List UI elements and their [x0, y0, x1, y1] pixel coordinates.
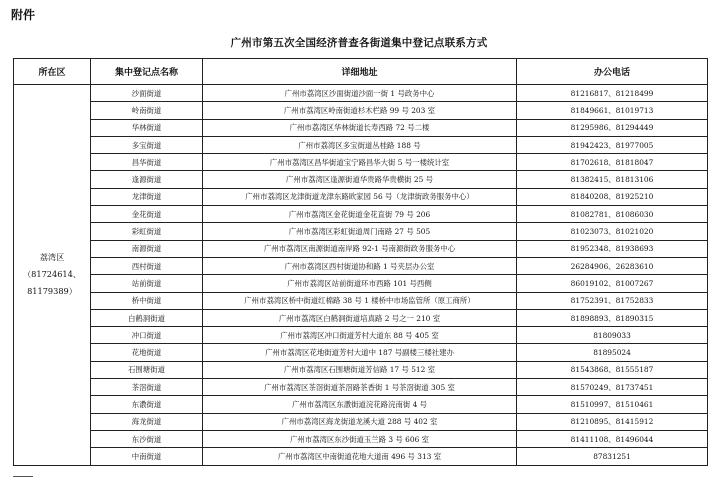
address-cell: 广州市荔湾区花地街道芳村大道中 187 号副楼三楼社建办	[203, 344, 517, 361]
point-name-cell: 多宝街道	[91, 136, 203, 153]
point-name-cell: 站前街道	[91, 275, 203, 292]
table-row	[14, 292, 708, 309]
address-cell: 广州市荔湾区多宝街道丛桂路 188 号	[203, 136, 517, 153]
phone-cell: 81510997、81510461	[517, 396, 708, 413]
phone-cell: 81895024	[517, 344, 708, 361]
phone-cell: 81210895、81415912	[517, 413, 708, 430]
phone-cell: 81898893、81890315	[517, 309, 708, 326]
point-name-cell: 海龙街道	[91, 413, 203, 430]
district-name: 荔湾区	[39, 252, 65, 263]
header-address: 详细地址	[203, 59, 517, 85]
address-cell: 广州市荔湾区岭南街道杉木栏路 99 号 203 室	[203, 102, 517, 119]
address-cell: 广州市荔湾区海龙街道龙溪大道 288 号 402 室	[203, 413, 517, 430]
address-cell: 广州市荔湾区华林街道长寿西路 72 号二楼	[203, 119, 517, 136]
district-phone: 81179389）	[27, 286, 77, 297]
point-name-cell: 花地街道	[91, 344, 203, 361]
point-name-cell: 岭南街道	[91, 102, 203, 119]
table-row	[14, 223, 708, 240]
table-row	[14, 448, 708, 465]
table-row	[14, 206, 708, 223]
address-cell: 广州市荔湾区沙面街道沙面一街 1 号政务中心	[203, 85, 517, 102]
address-cell: 广州市荔湾区中南街道花地大道南 496 号 313 室	[203, 448, 517, 465]
phone-cell: 81216817、81218499	[517, 85, 708, 102]
point-name-cell: 华林街道	[91, 119, 203, 136]
table-row	[14, 85, 708, 102]
phone-cell: 81809033	[517, 327, 708, 344]
address-cell: 广州市荔湾区南源街道南岸路 92-1 号南源街政务服务中心	[203, 240, 517, 257]
address-cell: 广州市荔湾区白鹤洞街道培真路 2 号之一 210 室	[203, 309, 517, 326]
table-row	[14, 309, 708, 326]
phone-cell: 81752391、81752833	[517, 292, 708, 309]
point-name-cell: 茶滘街道	[91, 379, 203, 396]
point-name-cell: 白鹤洞街道	[91, 309, 203, 326]
phone-cell: 81382415、81813106	[517, 171, 708, 188]
table-row	[14, 136, 708, 153]
table-row	[14, 327, 708, 344]
phone-cell: 81543868、81555187	[517, 361, 708, 378]
address-cell: 广州市荔湾区西村街道协和路 1 号夹层办公室	[203, 257, 517, 274]
table-header-row	[14, 59, 708, 85]
table-row	[14, 344, 708, 361]
point-name-cell: 彩虹街道	[91, 223, 203, 240]
point-name-cell: 东沙街道	[91, 430, 203, 447]
table-row	[14, 413, 708, 430]
point-name-cell: 中南街道	[91, 448, 203, 465]
address-cell: 广州市荔湾区茶滘街道茶滘路茶香街 1 号茶滘街道 305 室	[203, 379, 517, 396]
address-cell: 广州市荔湾区逢源街道华贵路华贵横街 25 号	[203, 171, 517, 188]
phone-cell: 81840208、81925210	[517, 188, 708, 205]
point-name-cell: 南源街道	[91, 240, 203, 257]
phone-cell: 81570249、81737451	[517, 379, 708, 396]
table-row	[14, 119, 708, 136]
table-row	[14, 275, 708, 292]
address-cell: 广州市荔湾区彩虹街道周门南路 27 号 505	[203, 223, 517, 240]
table-row	[14, 102, 708, 119]
table-row	[14, 361, 708, 378]
table-row	[14, 379, 708, 396]
address-cell: 广州市荔湾区桥中街道红棉路 38 号 1 楼桥中市场监管所（原工商所）	[203, 292, 517, 309]
district-phone: （81724614、	[22, 269, 82, 280]
point-name-cell: 沙面街道	[91, 85, 203, 102]
footer-divider	[13, 476, 33, 477]
point-name-cell: 龙津街道	[91, 188, 203, 205]
header-district: 所在区	[14, 59, 91, 85]
phone-cell: 81295986、81294449	[517, 119, 708, 136]
attachment-label: 附件	[11, 8, 36, 22]
address-cell: 广州市荔湾区金花街道金花直街 79 号 206	[203, 206, 517, 223]
point-name-cell: 东漖街道	[91, 396, 203, 413]
point-name-cell: 桥中街道	[91, 292, 203, 309]
table-row	[14, 257, 708, 274]
district-cell	[14, 85, 91, 466]
phone-cell: 86019102、81007267	[517, 275, 708, 292]
point-name-cell: 逢源街道	[91, 171, 203, 188]
table-row	[14, 154, 708, 171]
table-row	[14, 188, 708, 205]
phone-cell: 81411108、81496044	[517, 430, 708, 447]
address-cell: 广州市荔湾区冲口街道芳村大道东 88 号 405 室	[203, 327, 517, 344]
header-point-name: 集中登记点名称	[91, 59, 203, 85]
point-name-cell: 金花街道	[91, 206, 203, 223]
point-name-cell: 西村街道	[91, 257, 203, 274]
table-row	[14, 430, 708, 447]
page-title: 广州市第五次全国经济普查各街道集中登记点联系方式	[230, 37, 488, 49]
phone-cell: 81082781、81086030	[517, 206, 708, 223]
address-cell: 广州市荔湾区站前街道环市西路 101 号西侧	[203, 275, 517, 292]
point-name-cell: 冲口街道	[91, 327, 203, 344]
table-row	[14, 240, 708, 257]
registration-points-table	[13, 58, 708, 466]
phone-cell: 81849661、81019713	[517, 102, 708, 119]
phone-cell: 87831251	[517, 448, 708, 465]
phone-cell: 81023073、81021020	[517, 223, 708, 240]
table-row	[14, 396, 708, 413]
phone-cell: 81942423、81977005	[517, 136, 708, 153]
header-phone: 办公电话	[517, 59, 708, 85]
address-cell: 广州市荔湾区昌华街道宝宁路昌华大街 5 号一楼统计室	[203, 154, 517, 171]
point-name-cell: 昌华街道	[91, 154, 203, 171]
phone-cell: 81702618、81818047	[517, 154, 708, 171]
phone-cell: 26284906、26283610	[517, 257, 708, 274]
point-name-cell: 石围塘街道	[91, 361, 203, 378]
address-cell: 广州市荔湾区石围塘街道芳信路 17 号 512 室	[203, 361, 517, 378]
address-cell: 广州市荔湾区东沙街道玉兰路 3 号 606 室	[203, 430, 517, 447]
address-cell: 广州市荔湾区龙津街道龙津东路欧家园 56 号（龙津街政务服务中心）	[203, 188, 517, 205]
table-row	[14, 171, 708, 188]
address-cell: 广州市荔湾区东漖街道浣花路浣南街 4 号	[203, 396, 517, 413]
phone-cell: 81952348、81938693	[517, 240, 708, 257]
